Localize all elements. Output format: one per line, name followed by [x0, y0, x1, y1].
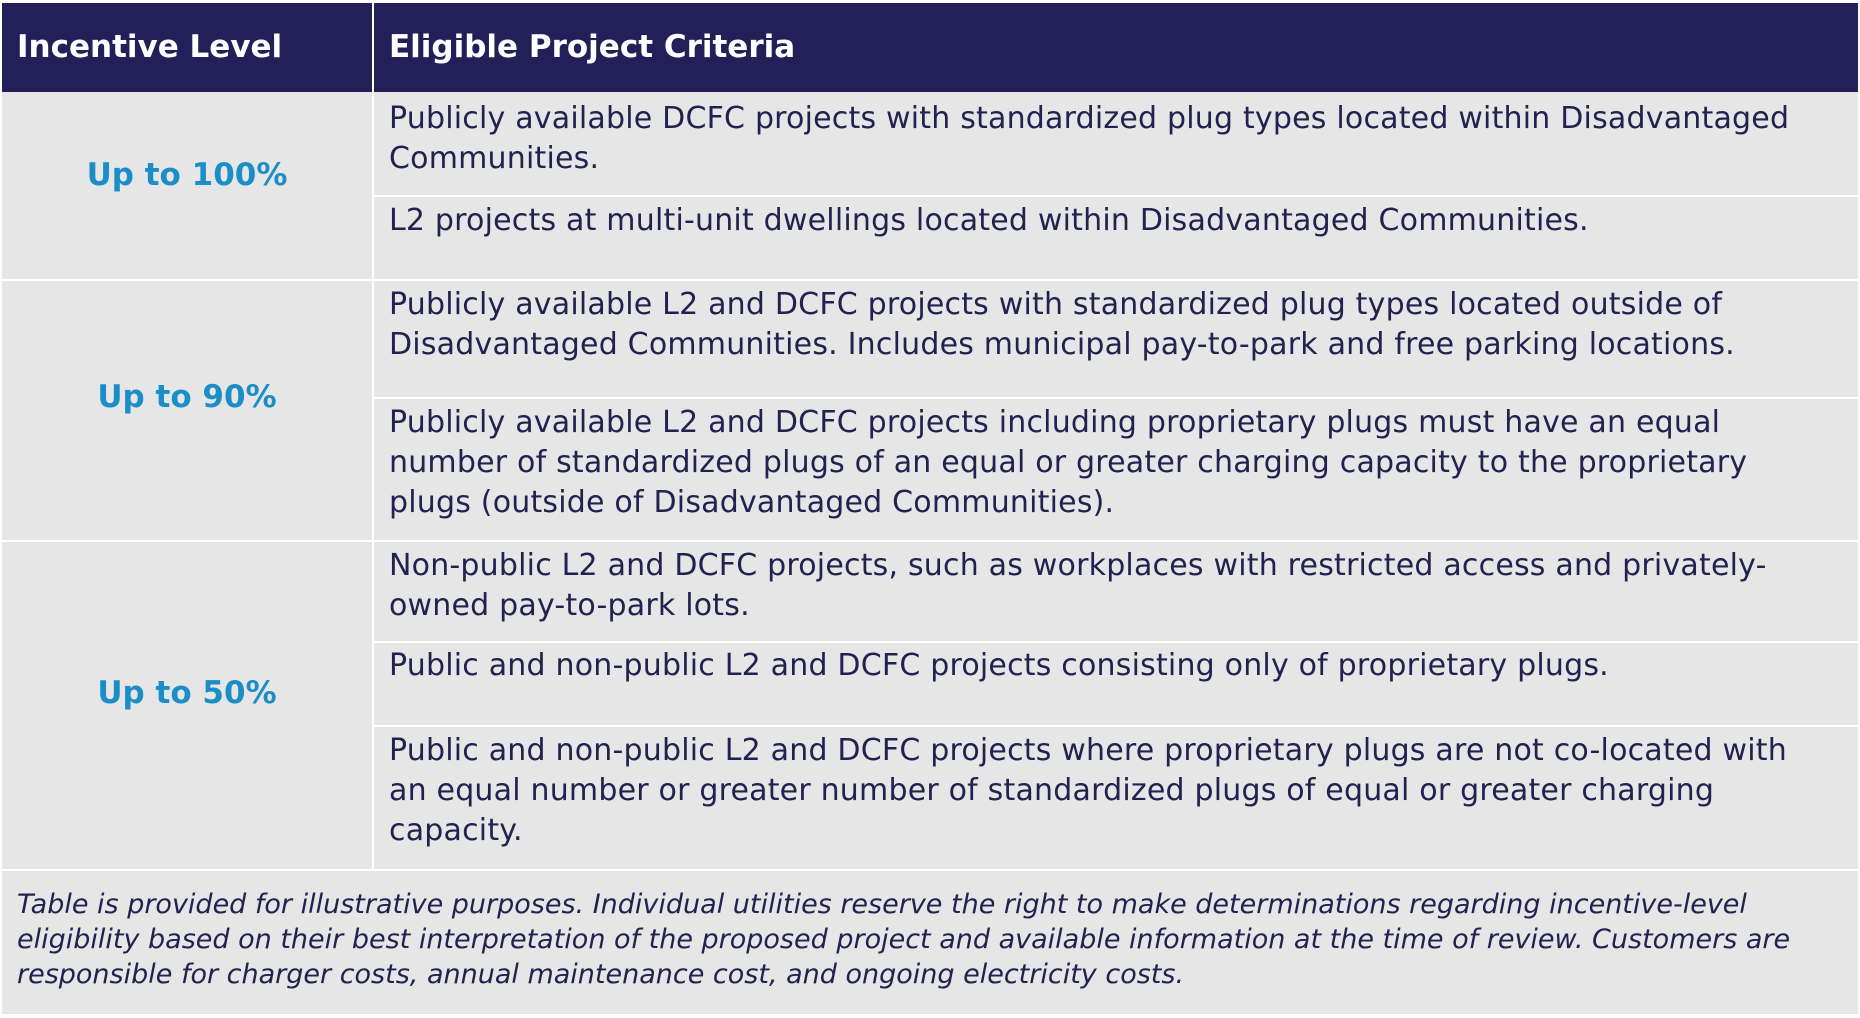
- criteria-50-proprietary-only: Public and non-public L2 and DCFC projects consisting only of proprietary plugs.: [389, 648, 1609, 683]
- column-divider: [372, 92, 374, 869]
- header-eligible-project-criteria: Eligible Project Criteria: [389, 29, 796, 65]
- criteria-90-proprietary-equal-standardized: Publicly available L2 and DCFC projects including proprietary plugs must have an equal number of standardized plugs of an equal or greater charging capacity to the proprietary plugs (outside of Disadvantaged Communities).: [389, 405, 1748, 520]
- level-up-to-50: Up to 50%: [97, 675, 277, 711]
- table-footnote: Table is provided for illustrative purposes. Individual utilities reserve the right to make determinations regarding incentive-level eligibility based on their best interpretation of the proposed project and available information at the time of review. Customers are responsible for charger costs, annual maintenance cost, and ongoing electricity costs.: [17, 889, 1791, 990]
- level-up-to-100: Up to 100%: [86, 157, 288, 193]
- criteria-100-l2-multi-unit: L2 projects at multi-unit dwellings located within Disadvantaged Communities.: [389, 203, 1589, 238]
- incentive-table: [2, 3, 1858, 1014]
- group-divider: [2, 540, 1858, 542]
- level-up-to-90: Up to 90%: [97, 379, 277, 415]
- group-divider: [2, 279, 1858, 281]
- row-divider: [374, 641, 1858, 643]
- criteria-90-standardized-outside-dac: Publicly available L2 and DCFC projects with standardized plug types located outside of Disadvantaged Communities. Includes municipal pay-to-park and free parking locations.: [389, 287, 1735, 362]
- row-divider: [374, 725, 1858, 727]
- row-divider: [374, 397, 1858, 399]
- criteria-50-not-co-located: Public and non-public L2 and DCFC projects where proprietary plugs are not co-located with an equal number or greater number of standardized plugs of equal or greater charging capacity.: [389, 733, 1787, 848]
- row-divider: [374, 195, 1858, 197]
- header-incentive-level: Incentive Level: [17, 29, 283, 65]
- header-divider: [372, 3, 374, 92]
- footnote-divider: [2, 869, 1858, 871]
- table-header: [2, 3, 1858, 92]
- criteria-100-dcfc-dac: Publicly available DCFC projects with standardized plug types located within Disadvantaged Communities.: [389, 101, 1790, 176]
- criteria-50-non-public: Non-public L2 and DCFC projects, such as workplaces with restricted access and privately-owned pay-to-park lots.: [389, 548, 1767, 623]
